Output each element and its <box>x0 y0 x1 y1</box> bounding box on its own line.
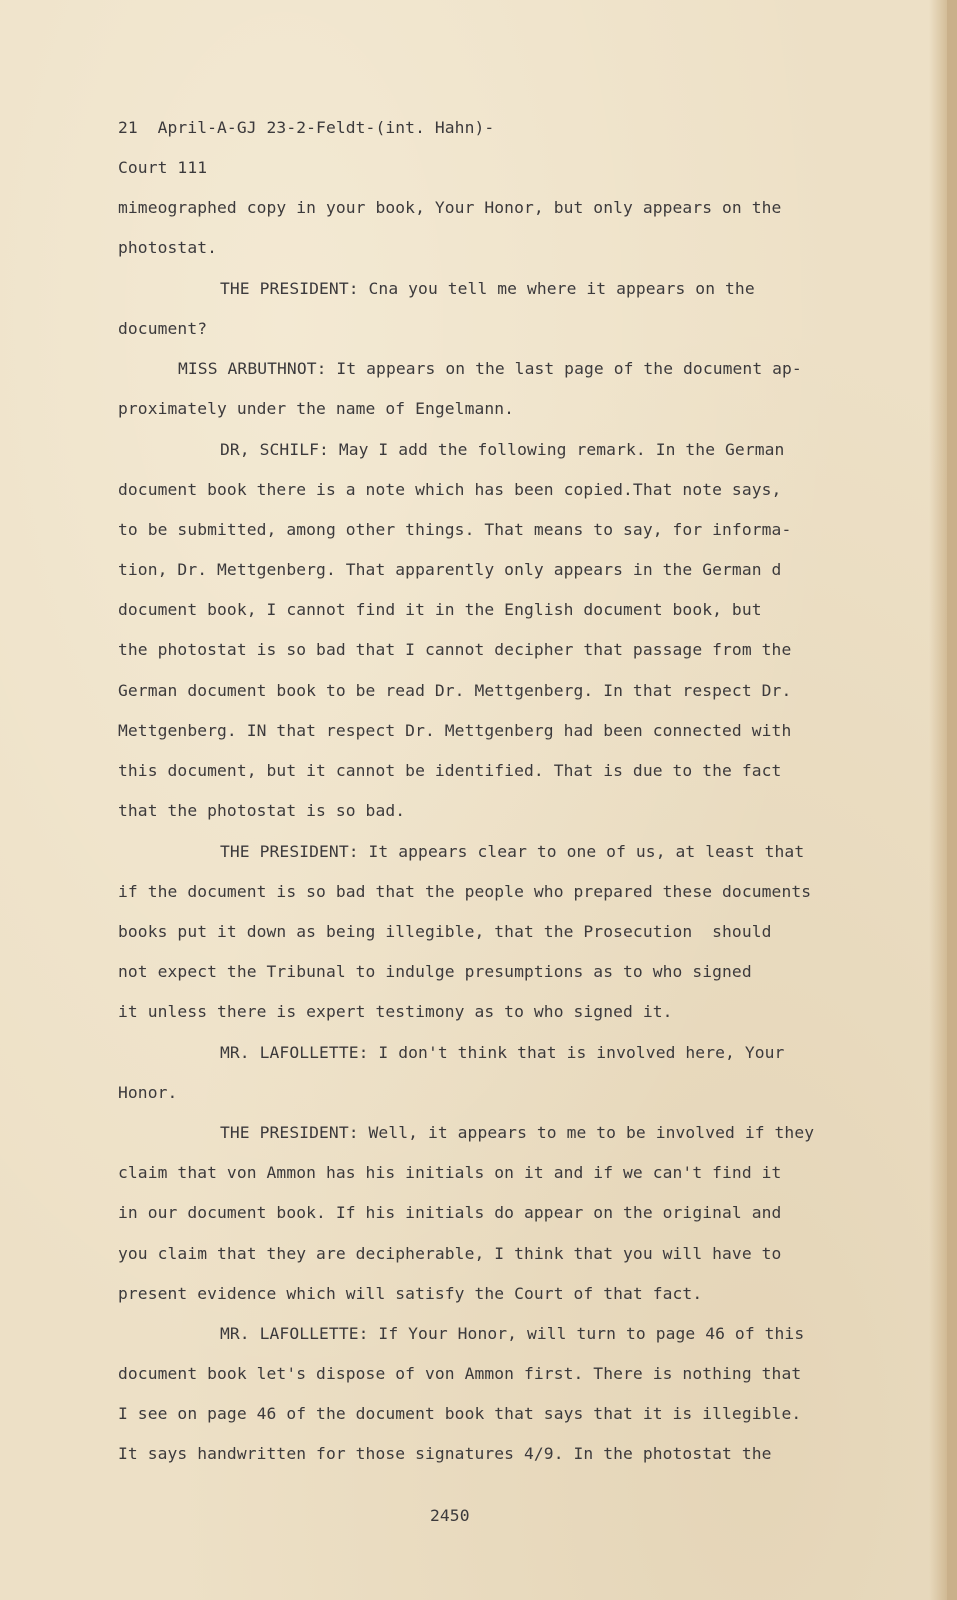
text-line: that the photostat is so bad. <box>118 801 406 820</box>
text-line: the photostat is so bad that I cannot decipher that passage from the <box>118 640 792 659</box>
text-line: to be submitted, among other things. That means to say, for informa- <box>118 520 792 539</box>
text-line: MISS ARBUTHNOT: It appears on the last page of the document ap- <box>178 359 802 378</box>
text-line: document book there is a note which has been copied.That note says, <box>118 480 782 499</box>
text-line: tion, Dr. Mettgenberg. That apparently only appears in the German d <box>118 560 782 579</box>
text-line: it unless there is expert testimony as to who signed it. <box>118 1002 673 1021</box>
text-line: if the document is so bad that the people who prepared these documents <box>118 882 812 901</box>
text-line: document book let's dispose of von Ammon first. There is nothing that <box>118 1364 802 1383</box>
text-line: books put it down as being illegible, that the Prosecution should <box>118 922 772 941</box>
text-line: not expect the Tribunal to indulge presumptions as to who signed <box>118 962 752 981</box>
text-line: I see on page 46 of the document book that says that it is illegible. <box>118 1404 802 1423</box>
text-line: Honor. <box>118 1083 178 1102</box>
header-line: 21 April-A-GJ 23-2-Feldt-(int. Hahn)- <box>118 118 495 137</box>
text-line: you claim that they are decipherable, I think that you will have to <box>118 1244 782 1263</box>
court-line: Court 111 <box>118 158 208 177</box>
text-line: present evidence which will satisfy the Court of that fact. <box>118 1284 703 1303</box>
text-line: claim that von Ammon has his initials on it and if we can't find it <box>118 1163 782 1182</box>
text-line: DR, SCHILF: May I add the following remark. In the German <box>220 440 785 459</box>
text-line: document? <box>118 319 208 338</box>
text-line: Mettgenberg. IN that respect Dr. Mettgenberg had been connected with <box>118 721 792 740</box>
text-line: document book, I cannot find it in the English document book, but <box>118 600 762 619</box>
text-line: proximately under the name of Engelmann. <box>118 399 515 418</box>
text-line: this document, but it cannot be identified. That is due to the fact <box>118 761 782 780</box>
text-line: German document book to be read Dr. Mettgenberg. In that respect Dr. <box>118 681 792 700</box>
text-line: THE PRESIDENT: Well, it appears to me to be involved if they <box>220 1123 815 1142</box>
text-line: THE PRESIDENT: It appears clear to one of us, at least that <box>220 842 805 861</box>
text-line: in our document book. If his initials do appear on the original and <box>118 1203 782 1222</box>
text-line: THE PRESIDENT: Cna you tell me where it appears on the <box>220 279 755 298</box>
text-line: photostat. <box>118 238 218 257</box>
text-line: mimeographed copy in your book, Your Honor, but only appears on the <box>118 198 782 217</box>
page-number: 2450 <box>430 1506 470 1525</box>
text-line: MR. LAFOLLETTE: If Your Honor, will turn to page 46 of this <box>220 1324 805 1343</box>
text-line: MR. LAFOLLETTE: I don't think that is involved here, Your <box>220 1043 785 1062</box>
text-line: It says handwritten for those signatures 4/9. In the photostat the <box>118 1444 772 1463</box>
page-edge-shadow <box>929 0 947 1600</box>
